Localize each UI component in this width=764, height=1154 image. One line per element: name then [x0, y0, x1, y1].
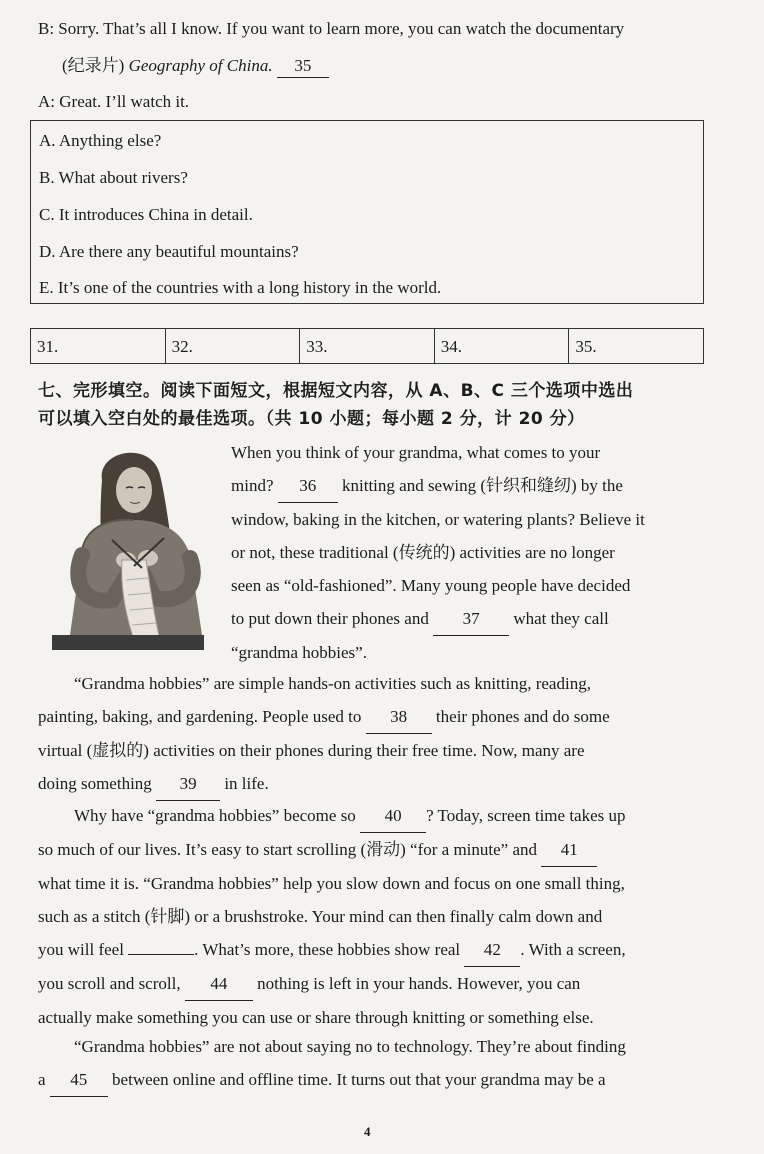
option-c: C. It introduces China in detail.: [39, 205, 253, 224]
text: their phones and do some: [431, 707, 610, 726]
text: nothing is left in your hands. However, you can: [252, 974, 581, 993]
p2-line: “Grandma hobbies” are simple hands-on activities such as knitting, reading,: [74, 674, 591, 693]
blank-35[interactable]: 35: [277, 55, 329, 78]
p1-line: or not, these traditional (传统的) activities are no longer: [231, 543, 615, 562]
text: a: [38, 1070, 50, 1089]
blank-42[interactable]: 42: [464, 933, 520, 967]
paragraph-4: [38, 1030, 700, 1097]
paragraph-1: [231, 436, 698, 669]
options-box: [30, 120, 704, 304]
p4-line: “Grandma hobbies” are not about saying no to technology. They’re about finding: [74, 1037, 626, 1056]
p1-line: “grandma hobbies”.: [231, 643, 367, 662]
p3-line: what time it is. “Grandma hobbies” help you slow down and focus on one small thing,: [38, 874, 625, 893]
page-number: 4: [364, 1124, 371, 1139]
text: Why have “grandma hobbies” become so: [74, 806, 361, 825]
p1-line: seen as “old-fashioned”. Many young people have decided: [231, 576, 631, 595]
p1-line: window, baking in the kitchen, or watering plants? Believe it: [231, 510, 645, 529]
answer-cell-35[interactable]: 35.: [575, 337, 597, 356]
blank-unlabeled[interactable]: [128, 954, 194, 955]
paragraph-3: [38, 799, 700, 1034]
answer-cell-32[interactable]: 32.: [166, 329, 301, 363]
p2-line: [38, 700, 700, 734]
p1-line: [231, 469, 698, 503]
p1-line: When you think of your grandma, what comes to your: [231, 443, 601, 462]
text: what they call: [509, 609, 609, 628]
text: you scroll and scroll,: [38, 974, 185, 993]
text: painting, baking, and gardening. People used to: [38, 707, 366, 726]
blank-37[interactable]: 37: [433, 602, 509, 636]
p1-line: [231, 602, 698, 636]
p3-line: [38, 933, 700, 967]
text: in life.: [220, 774, 269, 793]
documentary-title: Geography of China.: [128, 56, 273, 75]
answer-cell-34[interactable]: 34.: [435, 329, 570, 363]
blank-36[interactable]: 36: [278, 469, 338, 503]
blank-38[interactable]: 38: [366, 700, 432, 734]
answer-table: [30, 328, 704, 364]
p2-line: [38, 767, 700, 801]
p3-line: actually make something you can use or share through knitting or something else.: [38, 1008, 594, 1027]
text: mind?: [231, 476, 278, 495]
option-b: B. What about rivers?: [39, 168, 188, 187]
text: . With a screen,: [520, 940, 626, 959]
p2-line: virtual (虚拟的) activities on their phones during their free time. Now, many are: [38, 741, 585, 760]
p3-line: [38, 799, 700, 833]
text: you will feel: [38, 940, 129, 959]
dialogue-text: B: Sorry. That’s all I know. If you want to learn more, you can watch the documentary: [38, 19, 625, 38]
paragraph-2: [38, 667, 700, 801]
dialogue-line-b2: [62, 55, 329, 78]
option-d: D. Are there any beautiful mountains?: [39, 242, 299, 261]
text: so much of our lives. It’s easy to start scrolling (滑动) “for a minute” and: [38, 840, 542, 859]
blank-44[interactable]: 44: [185, 967, 253, 1001]
p3-line: [38, 833, 700, 867]
answer-cell-33[interactable]: 33.: [300, 329, 435, 363]
girl-knitting-illustration: [42, 440, 214, 650]
section-heading-line1: 七、完形填空。阅读下面短文，根据短文内容，从 A、B、C 三个选项中选出: [38, 381, 634, 401]
text: between online and offline time. It turns out that your grandma may be a: [107, 1070, 606, 1089]
text: . What’s more, these hobbies show real: [194, 940, 465, 959]
text: knitting and sewing (针织和缝纫) by the: [337, 476, 623, 495]
answer-cell-31[interactable]: 31.: [31, 329, 166, 363]
text: ? Today, screen time takes up: [426, 806, 626, 825]
text: doing something: [38, 774, 157, 793]
dialogue-line-b1: [38, 18, 624, 40]
option-e: E. It’s one of the countries with a long history in the world.: [39, 278, 442, 297]
dialogue-text: (纪录片): [62, 56, 129, 75]
dialogue-line-a: A: Great. I’ll watch it.: [38, 92, 190, 111]
blank-41[interactable]: 41: [541, 833, 597, 867]
blank-40[interactable]: 40: [360, 799, 426, 833]
p3-line: [38, 967, 700, 1001]
blank-39[interactable]: 39: [156, 767, 220, 801]
p3-line: such as a stitch (针脚) or a brushstroke. Your mind can then finally calm down and: [38, 907, 603, 926]
blank-45[interactable]: 45: [50, 1063, 108, 1097]
text: to put down their phones and: [231, 609, 434, 628]
p4-line: [38, 1063, 700, 1097]
section-heading-line2: 可以填入空白处的最佳选项。（共 10 小题；每小题 2 分，计 20 分）: [38, 409, 585, 429]
option-a: A. Anything else?: [39, 131, 162, 150]
